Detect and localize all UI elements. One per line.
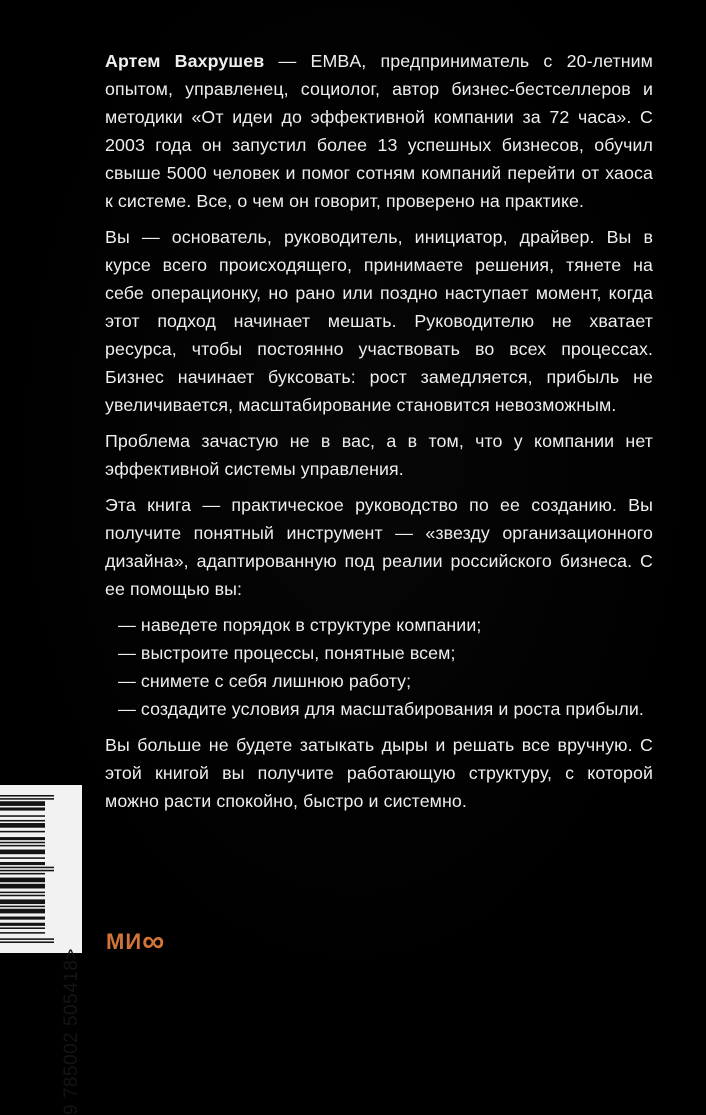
- author-bio-paragraph: [105, 47, 653, 215]
- list-item: — выстроите процессы, понятные всем;: [118, 643, 456, 663]
- author-name: Артем Вахрушев: [105, 51, 265, 71]
- barcode-bars-icon: [0, 795, 58, 943]
- barcode-number: 9 785002 505418>: [61, 948, 82, 1115]
- paragraph-problem: Проблема зачастую не в вас, а в том, что у компании нет эффективной системы управления.: [105, 431, 653, 479]
- author-bio-text: — EMBA, предприниматель с 20-летним опытом, управленец, социолог, автор бизнес-бестселлеров и методики «От идеи до эффективной компании за 72 часа». С 2003 года он запустил более 13 успешных бизнесов, обучил свыше 5000 человек и помог сотням компаний перейти от хаоса к системе. Все, о чем он говорит, проверено на практике.: [105, 51, 653, 211]
- infinity-icon: ∞: [142, 923, 165, 959]
- benefits-list: [105, 611, 653, 723]
- list-item: — наведете порядок в структуре компании;: [118, 615, 482, 635]
- paragraph-founder: Вы — основатель, руководитель, инициатор, драйвер. Вы в курсе всего происходящего, принимаете решения, тянете на себе операционку, но рано или поздно наступает момент, когда этот подход начинает мешать. Руководителю не хватает ресурса, чтобы постоянно участвовать во всех процессах. Бизнес начинает буксовать: рост замедляется, прибыль не увеличивается, масштабирование становится невозможным.: [105, 227, 653, 415]
- paragraph-book-intro: Эта книга — практическое руководство по ее созданию. Вы получите понятный инструмент — «звезду организационного дизайна», адаптированную под реалии российского бизнеса. С ее помощью вы:: [105, 495, 653, 599]
- list-item: — создадите условия для масштабирования и роста прибыли.: [118, 699, 644, 719]
- annotation-text-block: [105, 47, 653, 823]
- isbn-barcode: [0, 785, 82, 1115]
- publisher-logo-letters: МИ: [106, 929, 143, 954]
- closing-paragraph: Вы больше не будете затыкать дыры и решать все вручную. С этой книгой вы получите работающую структуру, с которой можно расти спокойно, быстро и системно.: [105, 735, 653, 811]
- list-item: — снимете с себя лишнюю работу;: [118, 671, 412, 691]
- publisher-logo-mif: [106, 923, 165, 959]
